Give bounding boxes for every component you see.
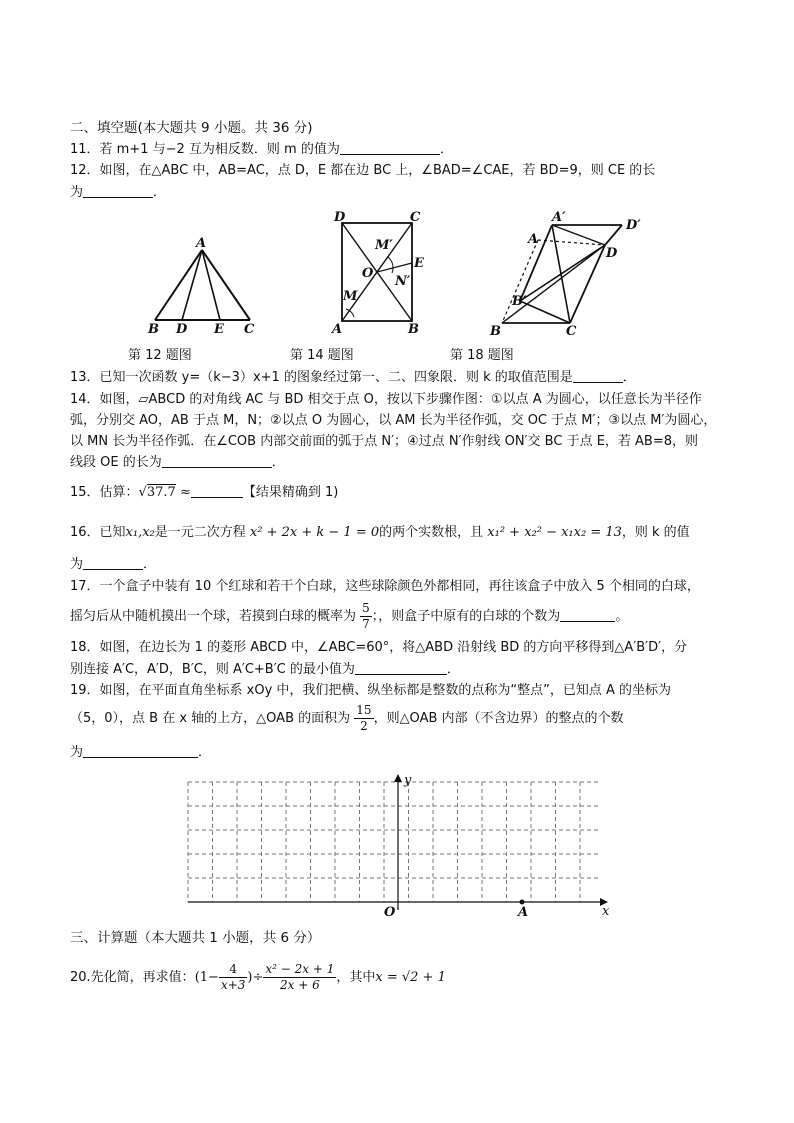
question-19-line3: 为 ． [70, 745, 212, 760]
question-17-line2: 摇匀后从中随机摸出一个球，若摸到白球的概率为 $\frac{5}{7}$ ；，则盒子中原有的白球的个数为 。 [70, 601, 629, 631]
caption-figure-14: 第 14 题图 [290, 348, 354, 363]
question-14-line4: 线段 OE 的长为 ． [70, 455, 285, 470]
section-2-title: 二、填空题(本大题共 9 小题。共 36 分) [70, 120, 313, 136]
question-18-line1: 18．如图，在边长为 1 的菱形 ABCD 中，∠ABC=60°，将△ABD 沿射线 BD 的方向平移得到△A′B′D′，分 [70, 640, 688, 655]
question-20: 20.先化简，再求值：(1− $\frac{4}{x+3}$ )÷ $\frac{\text{x² − 2x + 1}}{2x + 6}$ ，其中x = √2 + 1 [70, 962, 446, 992]
label-C: C [410, 210, 421, 225]
question-18-line2: 别连接 A′C，A′D，B′C，则 A′C+B′C 的最小值为 ． [70, 662, 460, 677]
label-M: M [343, 289, 358, 304]
question-14-line1: 14．如图，▱ABCD 的对角线 AC 与 BD 相交于点 O，按以下步骤作图：①以点 A 为圆心，以任意长为半径作 [70, 392, 702, 407]
label-E: E [214, 322, 224, 337]
label-A: A [332, 322, 343, 337]
label-M-prime: M′ [375, 238, 393, 253]
answer-blank[interactable] [560, 607, 615, 622]
label-D: D [334, 210, 346, 225]
label-B: B [408, 322, 419, 337]
label-x: x [602, 904, 610, 919]
label-D: D [176, 322, 188, 337]
label-A: A [518, 905, 529, 920]
answer-blank[interactable] [83, 743, 198, 758]
caption-figure-12: 第 12 题图 [128, 348, 192, 363]
grid-lines [188, 782, 600, 902]
figure-14 [330, 210, 425, 337]
question-15: 15．估算：√37.7 ≈ 【结果精确到 1) [70, 485, 339, 500]
question-12-line1: 12．如图，在△ABC 中，AB=AC，点 D，E 都在边 BC 上，∠BAD=∠CAE，若 BD=9，则 CE 的长 [70, 163, 656, 178]
label-N-prime: N′ [395, 274, 411, 289]
question-16-line1: 16．已知x₁,x₂是一元二次方程 x² + 2x + k − 1 = 0的两个实数根，且 x₁² + x₂² − x₁x₂ = 13，则 k 的值 [70, 525, 690, 540]
answer-blank[interactable] [355, 660, 447, 675]
question-12-line2: 为 ． [70, 185, 167, 200]
question-14-line3: 以 MN 长为半径作弧．在∠COB 内部交前面的弧于点 N′；④过点 N′作射线 ON′交 BC 于点 E，若 AB=8，则 [70, 434, 699, 449]
label-D-prime: D′ [626, 218, 641, 233]
label-y: y [404, 773, 412, 788]
label-O: O [362, 266, 374, 281]
fraction-quadratic: $\frac{\text{x² − 2x + 1}}{2x + 6}$ [265, 962, 335, 992]
question-17-line1: 17．一个盒子中装有 10 个红球和若干个白球，这些球除颜色外都相同，再往该盒子中放入 5 个相同的白球， [70, 579, 700, 594]
answer-blank[interactable] [191, 483, 243, 498]
fraction-15-2: $\frac{15}{2}$ [356, 703, 372, 733]
label-B: B [490, 324, 501, 339]
answer-blank[interactable] [573, 368, 623, 383]
fraction-5-7: $\frac{5}{7}$ [362, 601, 370, 631]
section-3-title: 三、计算题（本大题共 1 小题，共 6 分） [70, 930, 321, 946]
label-C: C [566, 324, 577, 339]
label-A-prime: A′ [552, 210, 566, 225]
label-A: A [528, 232, 539, 247]
fraction-4-over-x-plus-3: $\frac{4}{x+3}$ [220, 962, 246, 992]
caption-figure-18: 第 18 题图 [450, 348, 514, 363]
question-19-line2: （5，0），点 B 在 x 轴的上方，△OAB 的面积为 $\frac{15}{2}$ ，则△OAB 内部（不含边界）的整点的个数 [70, 703, 624, 733]
sqrt-expression: √37.7 ≈ [138, 485, 191, 500]
answer-blank[interactable] [340, 140, 440, 155]
question-14-line2: 弧，分别交 AO，AB 于点 M，N；②以点 O 为圆心，以 AM 长为半径作弧，交 OC 于点 M′；③以点 M′为圆心， [70, 413, 717, 428]
answer-blank[interactable] [162, 453, 272, 468]
label-C: C [244, 322, 255, 337]
label-D: D [606, 246, 618, 261]
figures-row [140, 205, 660, 345]
answer-blank[interactable] [83, 555, 143, 570]
question-13: 13．已知一次函数 y=（k−3）x+1 的图象经过第一、二、四象限．则 k 的取值范围是 ． [70, 370, 636, 385]
label-E: E [414, 256, 424, 271]
label-B: B [148, 322, 159, 337]
coordinate-grid [178, 770, 618, 920]
label-O: O [384, 905, 396, 920]
answer-blank[interactable] [83, 183, 153, 198]
figure-18 [489, 210, 641, 339]
point-A [520, 900, 525, 905]
question-16-line2: 为 ． [70, 557, 157, 572]
label-A: A [196, 236, 207, 251]
y-axis-arrow [394, 774, 402, 782]
label-B-prime: B′ [512, 294, 527, 309]
question-11: 11．若 m+1 与−2 互为相反数．则 m 的值为 ． [70, 142, 453, 157]
question-19-line1: 19．如图，在平面直角坐标系 xOy 中，我们把横、纵坐标都是整数的点称为“整点”，已知点 A 的坐标为 [70, 683, 672, 698]
figure-12 [147, 236, 255, 337]
